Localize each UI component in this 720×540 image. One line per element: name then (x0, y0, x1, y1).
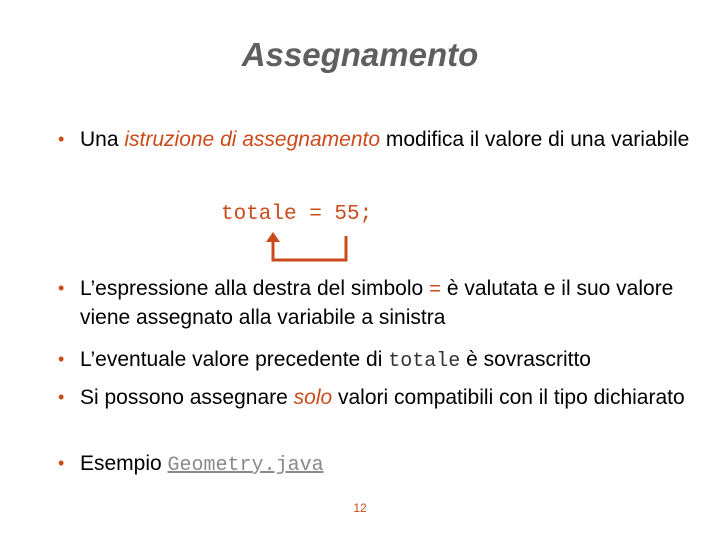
bullet-assignment-definition (58, 126, 698, 153)
bullet-marker: • (58, 278, 65, 298)
bullet-marker: • (58, 129, 65, 149)
bullet-previous-value (58, 346, 698, 375)
emphasis-word: solo (293, 386, 333, 409)
bullet-text: Esempio Geometry.java (80, 452, 324, 477)
bullet-compatible-values (58, 384, 698, 411)
code-example: totale = 55; (221, 203, 373, 226)
assignment-arrow-icon (262, 230, 354, 262)
bullet-example (58, 450, 698, 479)
bullet-text: L’espressione alla destra del simbolo = è valutata e il suo valore viene assegnato alla variabile a sinistra (80, 277, 674, 329)
bullet-marker: • (58, 387, 65, 407)
equals-symbol: = (429, 279, 442, 302)
emphasis-term: istruzione di assegnamento (124, 128, 381, 151)
variable-name: totale (388, 350, 461, 373)
bullet-marker: • (58, 349, 65, 369)
bullet-text: L’eventuale valore precedente di totale è sovrascritto (80, 348, 591, 373)
bullet-marker: • (58, 453, 65, 473)
bullet-text: Una istruzione di assegnamento modifica il valore di una variabile (80, 128, 690, 151)
geometry-java-link[interactable]: Geometry.java (167, 454, 324, 477)
bullet-expression-evaluation (58, 275, 698, 331)
bullet-text: Si possono assegnare solo valori compatibili con il tipo dichiarato (80, 386, 685, 409)
slide-title: Assegnamento (241, 36, 479, 73)
page-number: 12 (353, 501, 367, 515)
